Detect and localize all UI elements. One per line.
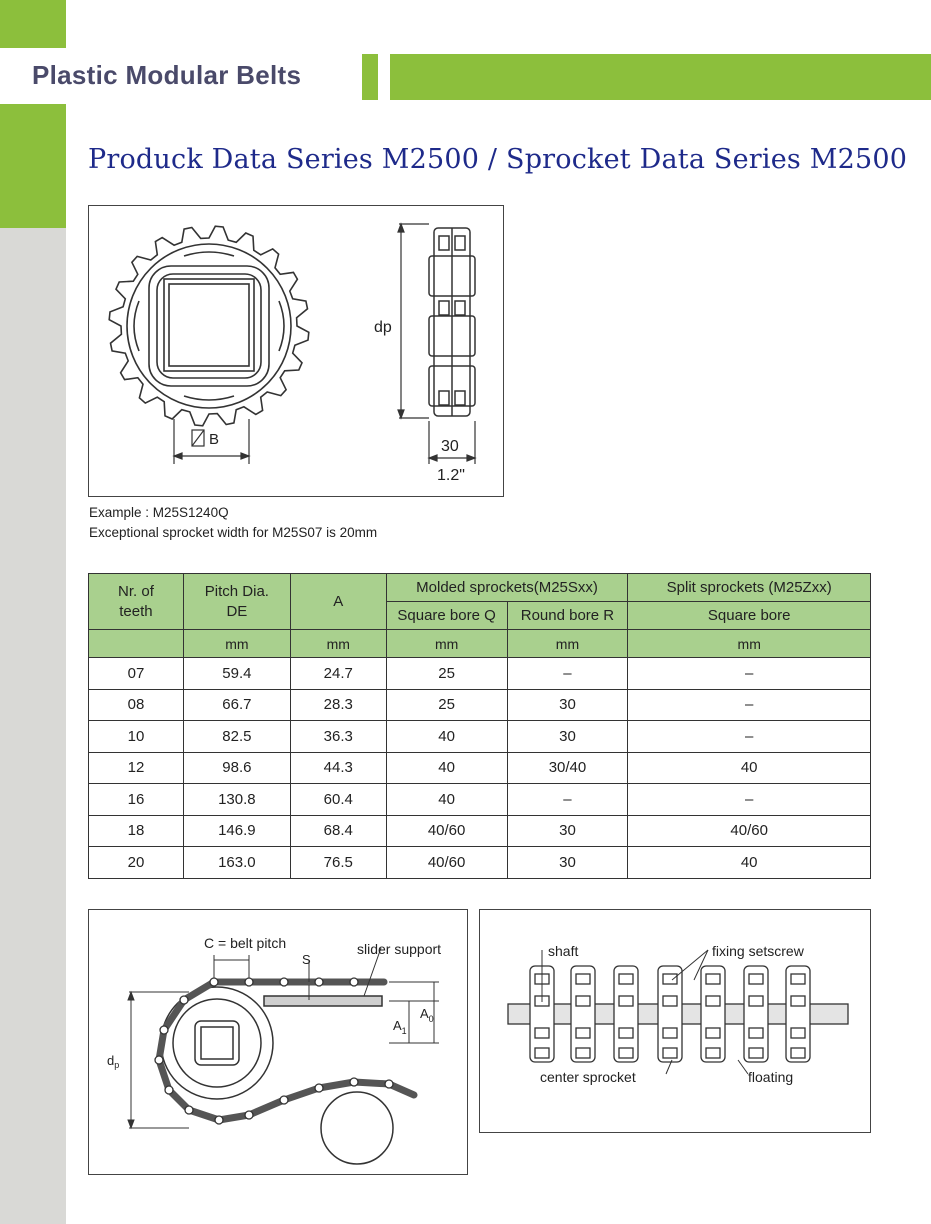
table-cell: 07 <box>89 658 184 690</box>
table-cell: 08 <box>89 689 184 721</box>
sprocket-tooth <box>791 1048 805 1058</box>
header-round-bore-r: Round bore R <box>507 602 628 630</box>
drive-sprocket-inner <box>173 999 261 1087</box>
table-cell: 24.7 <box>290 658 386 690</box>
table-cell: 59.4 <box>183 658 290 690</box>
sprocket-tooth <box>663 1048 677 1058</box>
table-cell: 76.5 <box>290 847 386 879</box>
sprocket-drawing-svg <box>89 206 505 498</box>
header-a: A <box>290 574 386 630</box>
sprocket-tooth <box>576 1028 590 1038</box>
sprocket-tooth <box>663 974 677 984</box>
sprocket-tooth <box>663 1028 677 1038</box>
sprocket-tooth <box>663 996 677 1006</box>
sprocket-window-top <box>184 252 234 256</box>
belt-pitch-label: C = belt pitch <box>204 935 287 951</box>
sprocket-inner-ring <box>127 244 291 408</box>
drive-sprocket-bore <box>201 1027 233 1059</box>
sprocket-gear-outline <box>109 226 309 426</box>
sprocket-tooth <box>619 974 633 984</box>
belt-drive-svg <box>89 910 469 1176</box>
shaft-label: shaft <box>548 943 579 959</box>
table-cell: 40 <box>386 721 507 753</box>
sprocket-side-view <box>429 228 475 416</box>
unit-cell: mm <box>507 630 628 658</box>
sprocket-tooth <box>535 1028 549 1038</box>
sprocket-bore <box>169 284 249 366</box>
sprocket-tooth <box>791 996 805 1006</box>
table-cell: – <box>507 658 628 690</box>
header-molded: Molded sprockets(M25Sxx) <box>386 574 628 602</box>
sprocket-window-left <box>134 301 139 351</box>
sprocket-tooth <box>706 1048 720 1058</box>
belt-dp-label <box>107 1053 119 1070</box>
header-pitch-dia: Pitch Dia. DE <box>183 574 290 630</box>
table-cell: 20 <box>89 847 184 879</box>
a0-letter: A <box>420 1006 429 1021</box>
header-square-bore: Square bore <box>628 602 871 630</box>
sprocket-tooth <box>706 996 720 1006</box>
table-row <box>89 815 871 847</box>
sprocket-tooth <box>749 1028 763 1038</box>
width-in-label: 1.2" <box>437 467 465 484</box>
a1-sub: 1 <box>401 1026 407 1036</box>
table-cell: – <box>628 658 871 690</box>
example-note: Example : M25S1240Q <box>89 505 229 520</box>
table-cell: 28.3 <box>290 689 386 721</box>
header-accent-small <box>362 54 378 100</box>
table-cell: – <box>507 784 628 816</box>
s-label: S <box>302 952 311 967</box>
sprocket-bore-outline <box>164 279 254 371</box>
side-accent-mid <box>0 104 66 228</box>
bore-label: B <box>209 431 220 448</box>
table-cell: 40/60 <box>386 847 507 879</box>
belt-dp-letter: d <box>107 1053 115 1068</box>
sprocket-tooth <box>791 1028 805 1038</box>
table-row <box>89 689 871 721</box>
sprocket-window-bottom <box>184 396 234 400</box>
page-heading: Produck Data Series M2500 / Sprocket Data Series M2500 <box>88 144 908 175</box>
table-cell: 30 <box>507 847 628 879</box>
table-cell: 30 <box>507 689 628 721</box>
table-cell: 66.7 <box>183 689 290 721</box>
a1-label <box>393 1018 407 1036</box>
table-row <box>89 847 871 879</box>
a1-letter: A <box>393 1018 402 1033</box>
table-cell: 30/40 <box>507 752 628 784</box>
sprocket-window-right <box>279 301 284 351</box>
table-cell: 25 <box>386 658 507 690</box>
table-cell: – <box>628 784 871 816</box>
sprocket-tooth <box>535 1048 549 1058</box>
side-accent-top <box>0 0 66 48</box>
slider-support-label: slider support <box>357 941 442 957</box>
table-cell: 44.3 <box>290 752 386 784</box>
table-row <box>89 721 871 753</box>
table-cell: 146.9 <box>183 815 290 847</box>
sprocket-data-table <box>88 573 871 879</box>
table-row <box>89 752 871 784</box>
table-cell: 40 <box>386 752 507 784</box>
sprocket-tooth <box>576 974 590 984</box>
table-cell: 163.0 <box>183 847 290 879</box>
table-cell: 60.4 <box>290 784 386 816</box>
sprocket-tooth <box>619 1028 633 1038</box>
dp-label: dp <box>374 319 392 336</box>
shaft-assembly-svg <box>480 910 872 1134</box>
center-sprocket-label: center sprocket <box>540 1069 636 1085</box>
table-cell: 68.4 <box>290 815 386 847</box>
table-cell: 12 <box>89 752 184 784</box>
table-cell: – <box>628 689 871 721</box>
table-cell: 10 <box>89 721 184 753</box>
unit-teeth <box>89 630 184 658</box>
sprocket-drawing <box>88 205 504 497</box>
table-cell: 30 <box>507 721 628 753</box>
unit-cell: mm <box>290 630 386 658</box>
table-cell: 40/60 <box>628 815 871 847</box>
sprocket-tooth <box>619 1048 633 1058</box>
sprocket-tooth <box>791 974 805 984</box>
table-cell: 40 <box>386 784 507 816</box>
table-cell: 36.3 <box>290 721 386 753</box>
table-cell: 40 <box>628 752 871 784</box>
unit-cell: mm <box>386 630 507 658</box>
floating-label: floating <box>748 1069 794 1085</box>
sprocket-tooth <box>749 1048 763 1058</box>
table-cell: 98.6 <box>183 752 290 784</box>
table-cell: 40/60 <box>386 815 507 847</box>
table-cell: 25 <box>386 689 507 721</box>
header-split: Split sprockets (M25Zxx) <box>628 574 871 602</box>
header-accent-bar <box>390 54 931 100</box>
table-cell: 16 <box>89 784 184 816</box>
table-row <box>89 784 871 816</box>
sprocket-tooth <box>706 974 720 984</box>
table-cell: 40 <box>628 847 871 879</box>
sprocket-tooth <box>749 974 763 984</box>
header-title: Plastic Modular Belts <box>32 60 302 90</box>
setscrew-label: fixing setscrew <box>712 943 804 959</box>
belt-dp-sub: p <box>114 1060 120 1070</box>
header-teeth: Nr. of teeth <box>89 574 184 630</box>
table-row <box>89 658 871 690</box>
sprocket-hub-mid <box>157 274 261 378</box>
unit-cell: mm <box>628 630 871 658</box>
shaft-sprockets <box>530 966 810 1062</box>
width-mm-label: 30 <box>441 438 459 455</box>
unit-cell: mm <box>183 630 290 658</box>
header-square-bore-q: Square bore Q <box>386 602 507 630</box>
table-cell: 130.8 <box>183 784 290 816</box>
table-cell: 18 <box>89 815 184 847</box>
sprocket-tooth <box>619 996 633 1006</box>
sprocket-tooth <box>749 996 763 1006</box>
shaft-assembly-drawing <box>479 909 871 1133</box>
return-roller <box>321 1092 393 1164</box>
table-cell: – <box>628 721 871 753</box>
a0-label <box>420 1006 434 1024</box>
slider-support <box>264 996 382 1006</box>
sprocket-tooth <box>576 1048 590 1058</box>
belt-drive-drawing <box>88 909 468 1175</box>
a0-sub: 0 <box>428 1014 434 1024</box>
sprocket-tooth <box>576 996 590 1006</box>
table-cell: 82.5 <box>183 721 290 753</box>
table-cell: 30 <box>507 815 628 847</box>
sprocket-tooth <box>706 1028 720 1038</box>
exception-note: Exceptional sprocket width for M25S07 is 20mm <box>89 525 378 540</box>
